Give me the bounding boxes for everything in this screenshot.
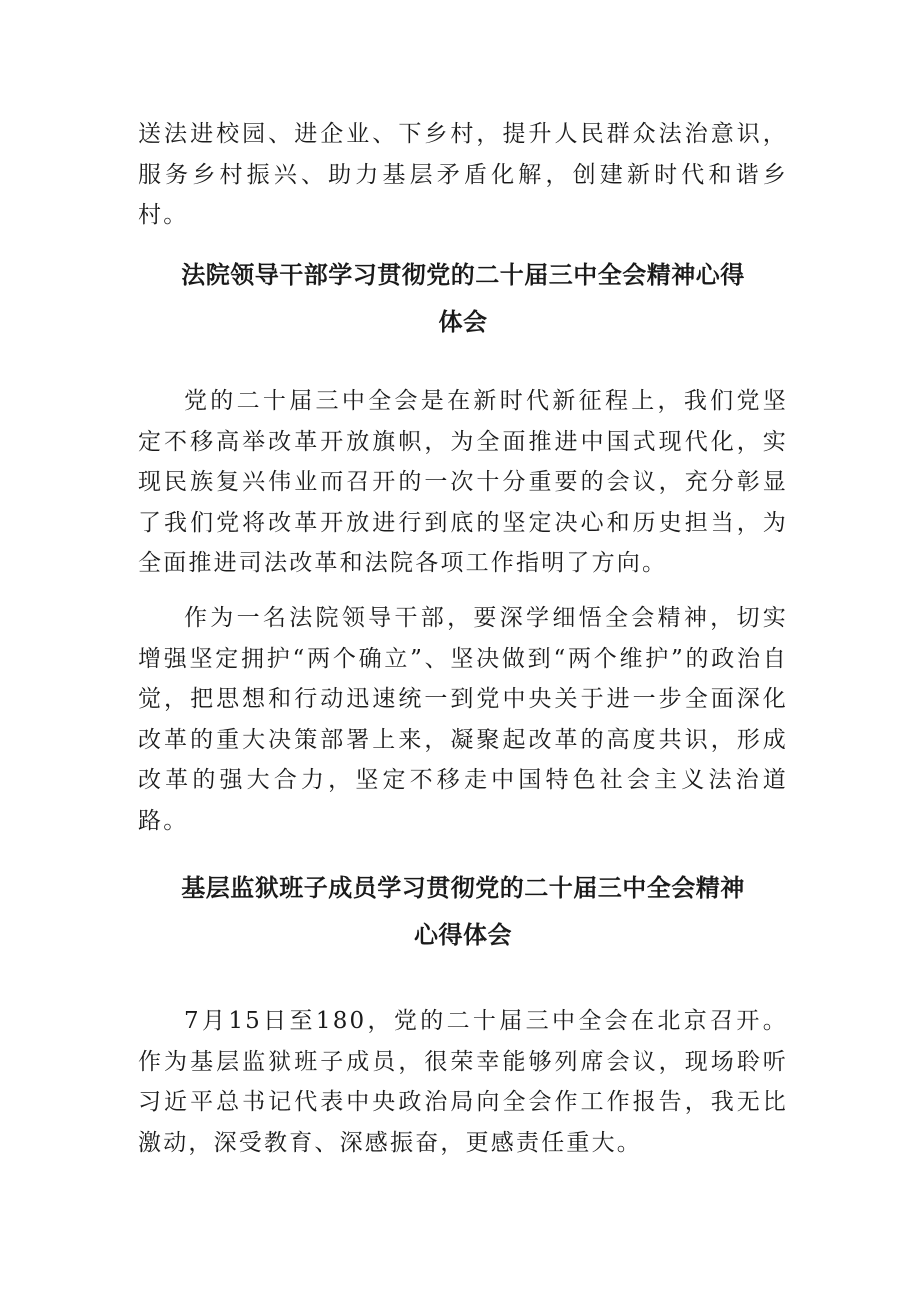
section1-title: [138, 252, 788, 346]
section2-title-line2: 心得体会: [414, 921, 512, 949]
section1-title-line2: 体会: [438, 308, 488, 336]
section2-paragraph-1: 7月15日至180，党的二十届三中全会在北京召开。作为基层监狱班子成员，很荣幸能够列席会议，现场聆听习近平总书记代表中央政治局向全会作工作报告，我无比激动，深受教育、深感振奋，更感责任重大。: [138, 1008, 788, 1156]
section1-paragraph-2: 作为一名法院领导干部，要深学细悟全会精神，切实增强坚定拥护“两个确立”、坚决做到“两个维护”的政治自觉，把思想和行动迅速统一到党中央关于进一步全面深化改革的重大决策部署上来，凝聚起改革的高度共识，形成改革的强大合力，坚定不移走中国特色社会主义法治道路。: [138, 605, 788, 834]
section1-paragraph-1: 党的二十届三中全会是在新时代新征程上，我们党坚定不移高举改革开放旗帜，为全面推进中国式现代化，实现民族复兴伟业而召开的一次十分重要的会议，充分彰显了我们党将改革开放进行到底的坚定决心和历史担当，为全面推进司法改革和法院各项工作指明了方向。: [138, 388, 788, 576]
section2-title: [138, 865, 788, 959]
continuation-paragraph: 送法进校园、进企业、下乡村，提升人民群众法治意识，服务乡村振兴、助力基层矛盾化解，创建新时代和谐乡村。: [138, 121, 788, 228]
section1-title-line1: 法院领导干部学习贯彻党的二十届三中全会精神心得: [181, 261, 745, 289]
section2-title-line1: 基层监狱班子成员学习贯彻党的二十届三中全会精神: [181, 874, 745, 902]
